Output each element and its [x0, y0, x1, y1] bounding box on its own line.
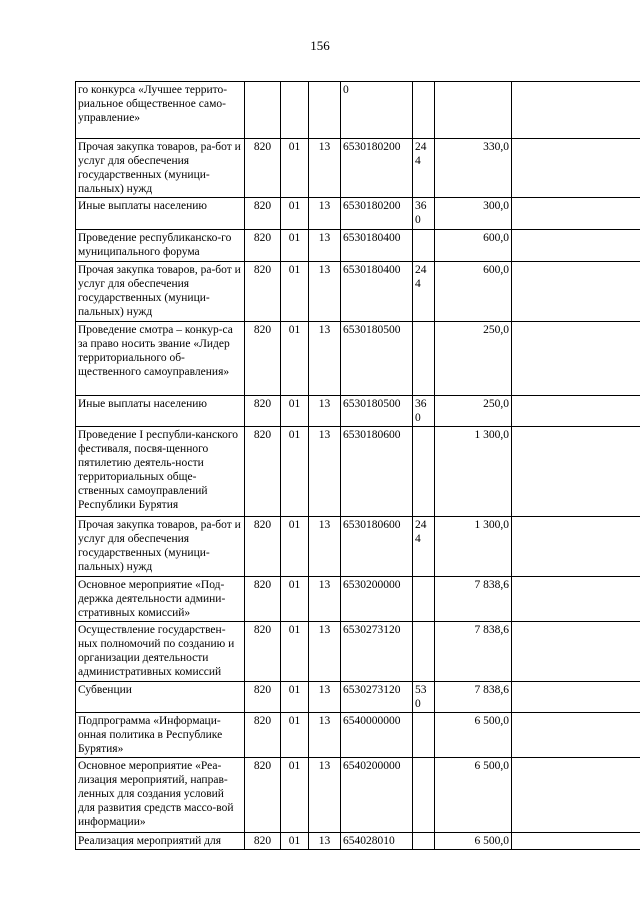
table-row: [76, 82, 640, 139]
cell-empty: [512, 577, 640, 622]
cell-section: 01: [281, 322, 309, 396]
cell-section: 01: [281, 577, 309, 622]
cell-ministry-code: 820: [245, 682, 281, 713]
cell-expense-type: 244: [413, 139, 435, 198]
cell-subsection: 13: [309, 322, 341, 396]
cell-empty: [512, 758, 640, 833]
cell-name: Осуществление государствен-ных полномочий по созданию и организации деятельности административных комиссий: [76, 622, 245, 682]
cell-subsection: 13: [309, 713, 341, 758]
cell-amount: 250,0: [435, 396, 512, 427]
cell-name: Проведение I республи-канского фестиваля, посвя-щенного пятилетию деятель-ности территориальных обще-ственных самоуправлений Республики Бурятия: [76, 427, 245, 517]
cell-ministry-code: 820: [245, 622, 281, 682]
cell-expense-type: [413, 82, 435, 139]
table-row: [76, 833, 640, 850]
cell-expense-type: [413, 577, 435, 622]
cell-subsection: 13: [309, 577, 341, 622]
cell-amount: 330,0: [435, 139, 512, 198]
cell-name: Основное мероприятие «Реа-лизация мероприятий, направ-ленных для создания условий для развития средств массо-вой информации»: [76, 758, 245, 833]
cell-section: 01: [281, 682, 309, 713]
cell-expense-type: [413, 322, 435, 396]
cell-empty: [512, 396, 640, 427]
cell-ministry-code: 820: [245, 577, 281, 622]
table-row: [76, 758, 640, 833]
cell-section: 01: [281, 198, 309, 230]
cell-empty: [512, 622, 640, 682]
cell-subsection: 13: [309, 833, 341, 850]
cell-expense-type: 360: [413, 396, 435, 427]
cell-section: [281, 82, 309, 139]
cell-empty: [512, 427, 640, 517]
cell-empty: [512, 713, 640, 758]
cell-subsection: 13: [309, 758, 341, 833]
cell-amount: 300,0: [435, 198, 512, 230]
cell-name: Прочая закупка товаров, ра-бот и услуг для обеспечения государственных (муници-пальных) нужд: [76, 517, 245, 577]
cell-empty: [512, 198, 640, 230]
cell-amount: 1 300,0: [435, 517, 512, 577]
cell-target-article: 6540200000: [341, 758, 413, 833]
cell-section: 01: [281, 262, 309, 322]
cell-subsection: 13: [309, 396, 341, 427]
budget-table: [75, 81, 640, 850]
table-row: [76, 713, 640, 758]
cell-expense-type: [413, 230, 435, 262]
cell-subsection: 13: [309, 198, 341, 230]
cell-empty: [512, 517, 640, 577]
cell-target-article: 654028010: [341, 833, 413, 850]
cell-name: Прочая закупка товаров, ра-бот и услуг для обеспечения государственных (муници-пальных) нужд: [76, 139, 245, 198]
table-row: [76, 230, 640, 262]
cell-ministry-code: 820: [245, 833, 281, 850]
cell-ministry-code: 820: [245, 262, 281, 322]
cell-ministry-code: 820: [245, 758, 281, 833]
table-row: [76, 577, 640, 622]
cell-target-article: 6530180600: [341, 517, 413, 577]
cell-empty: [512, 322, 640, 396]
cell-expense-type: 244: [413, 517, 435, 577]
cell-name: Прочая закупка товаров, ра-бот и услуг для обеспечения государственных (муници-пальных) нужд: [76, 262, 245, 322]
table-row: [76, 198, 640, 230]
cell-ministry-code: 820: [245, 198, 281, 230]
cell-subsection: 13: [309, 230, 341, 262]
cell-expense-type: [413, 713, 435, 758]
cell-name: Иные выплаты населению: [76, 396, 245, 427]
cell-amount: 7 838,6: [435, 577, 512, 622]
cell-target-article: 6530180600: [341, 427, 413, 517]
cell-section: 01: [281, 622, 309, 682]
table-row: [76, 396, 640, 427]
table-row: [76, 622, 640, 682]
cell-empty: [512, 833, 640, 850]
cell-subsection: 13: [309, 139, 341, 198]
cell-subsection: [309, 82, 341, 139]
cell-expense-type: [413, 622, 435, 682]
cell-amount: 6 500,0: [435, 713, 512, 758]
table-row: [76, 139, 640, 198]
cell-name: Проведение смотра – конкур-са за право носить звание «Лидер территориального об-щественного самоуправления»: [76, 322, 245, 396]
cell-name: го конкурса «Лучшее террито-риальное общественное само-управление»: [76, 82, 245, 139]
cell-name: Проведение республиканско-го муниципального форума: [76, 230, 245, 262]
cell-amount: 6 500,0: [435, 758, 512, 833]
cell-subsection: 13: [309, 427, 341, 517]
cell-empty: [512, 139, 640, 198]
cell-expense-type: 530: [413, 682, 435, 713]
table-row: [76, 682, 640, 713]
cell-target-article: 6530180400: [341, 230, 413, 262]
cell-empty: [512, 82, 640, 139]
cell-target-article: 6530180400: [341, 262, 413, 322]
cell-expense-type: [413, 833, 435, 850]
cell-name: Основное мероприятие «Под-держка деятельности админи-стративных комиссий»: [76, 577, 245, 622]
cell-name: Подпрограмма «Информаци-онная политика в Республике Бурятия»: [76, 713, 245, 758]
cell-empty: [512, 682, 640, 713]
page-number: 156: [310, 38, 330, 53]
cell-section: 01: [281, 833, 309, 850]
cell-subsection: 13: [309, 262, 341, 322]
cell-expense-type: [413, 758, 435, 833]
cell-section: 01: [281, 713, 309, 758]
cell-target-article: 6530180200: [341, 139, 413, 198]
cell-amount: 6 500,0: [435, 833, 512, 850]
cell-ministry-code: [245, 82, 281, 139]
cell-target-article: 0: [341, 82, 413, 139]
cell-empty: [512, 230, 640, 262]
cell-target-article: 6530273120: [341, 622, 413, 682]
cell-target-article: 6530180500: [341, 396, 413, 427]
cell-amount: 600,0: [435, 230, 512, 262]
cell-ministry-code: 820: [245, 230, 281, 262]
cell-ministry-code: 820: [245, 517, 281, 577]
cell-amount: 1 300,0: [435, 427, 512, 517]
cell-section: 01: [281, 427, 309, 517]
cell-section: 01: [281, 230, 309, 262]
cell-section: 01: [281, 758, 309, 833]
cell-target-article: 6530180200: [341, 198, 413, 230]
cell-target-article: 6530200000: [341, 577, 413, 622]
cell-section: 01: [281, 396, 309, 427]
cell-subsection: 13: [309, 622, 341, 682]
cell-name: Субвенции: [76, 682, 245, 713]
table-row: [76, 322, 640, 396]
table-row: [76, 517, 640, 577]
cell-amount: 250,0: [435, 322, 512, 396]
cell-amount: 600,0: [435, 262, 512, 322]
cell-subsection: 13: [309, 517, 341, 577]
cell-ministry-code: 820: [245, 139, 281, 198]
cell-ministry-code: 820: [245, 713, 281, 758]
cell-amount: 7 838,6: [435, 682, 512, 713]
cell-amount: 7 838,6: [435, 622, 512, 682]
cell-expense-type: 360: [413, 198, 435, 230]
cell-ministry-code: 820: [245, 396, 281, 427]
cell-amount: [435, 82, 512, 139]
cell-ministry-code: 820: [245, 322, 281, 396]
cell-target-article: 6540000000: [341, 713, 413, 758]
cell-subsection: 13: [309, 682, 341, 713]
cell-ministry-code: 820: [245, 427, 281, 517]
cell-expense-type: [413, 427, 435, 517]
cell-expense-type: 244: [413, 262, 435, 322]
cell-section: 01: [281, 139, 309, 198]
cell-name: Иные выплаты населению: [76, 198, 245, 230]
cell-target-article: 6530273120: [341, 682, 413, 713]
table-row: [76, 427, 640, 517]
cell-section: 01: [281, 517, 309, 577]
cell-empty: [512, 262, 640, 322]
cell-name: Реализация мероприятий для: [76, 833, 245, 850]
table-row: [76, 262, 640, 322]
cell-target-article: 6530180500: [341, 322, 413, 396]
